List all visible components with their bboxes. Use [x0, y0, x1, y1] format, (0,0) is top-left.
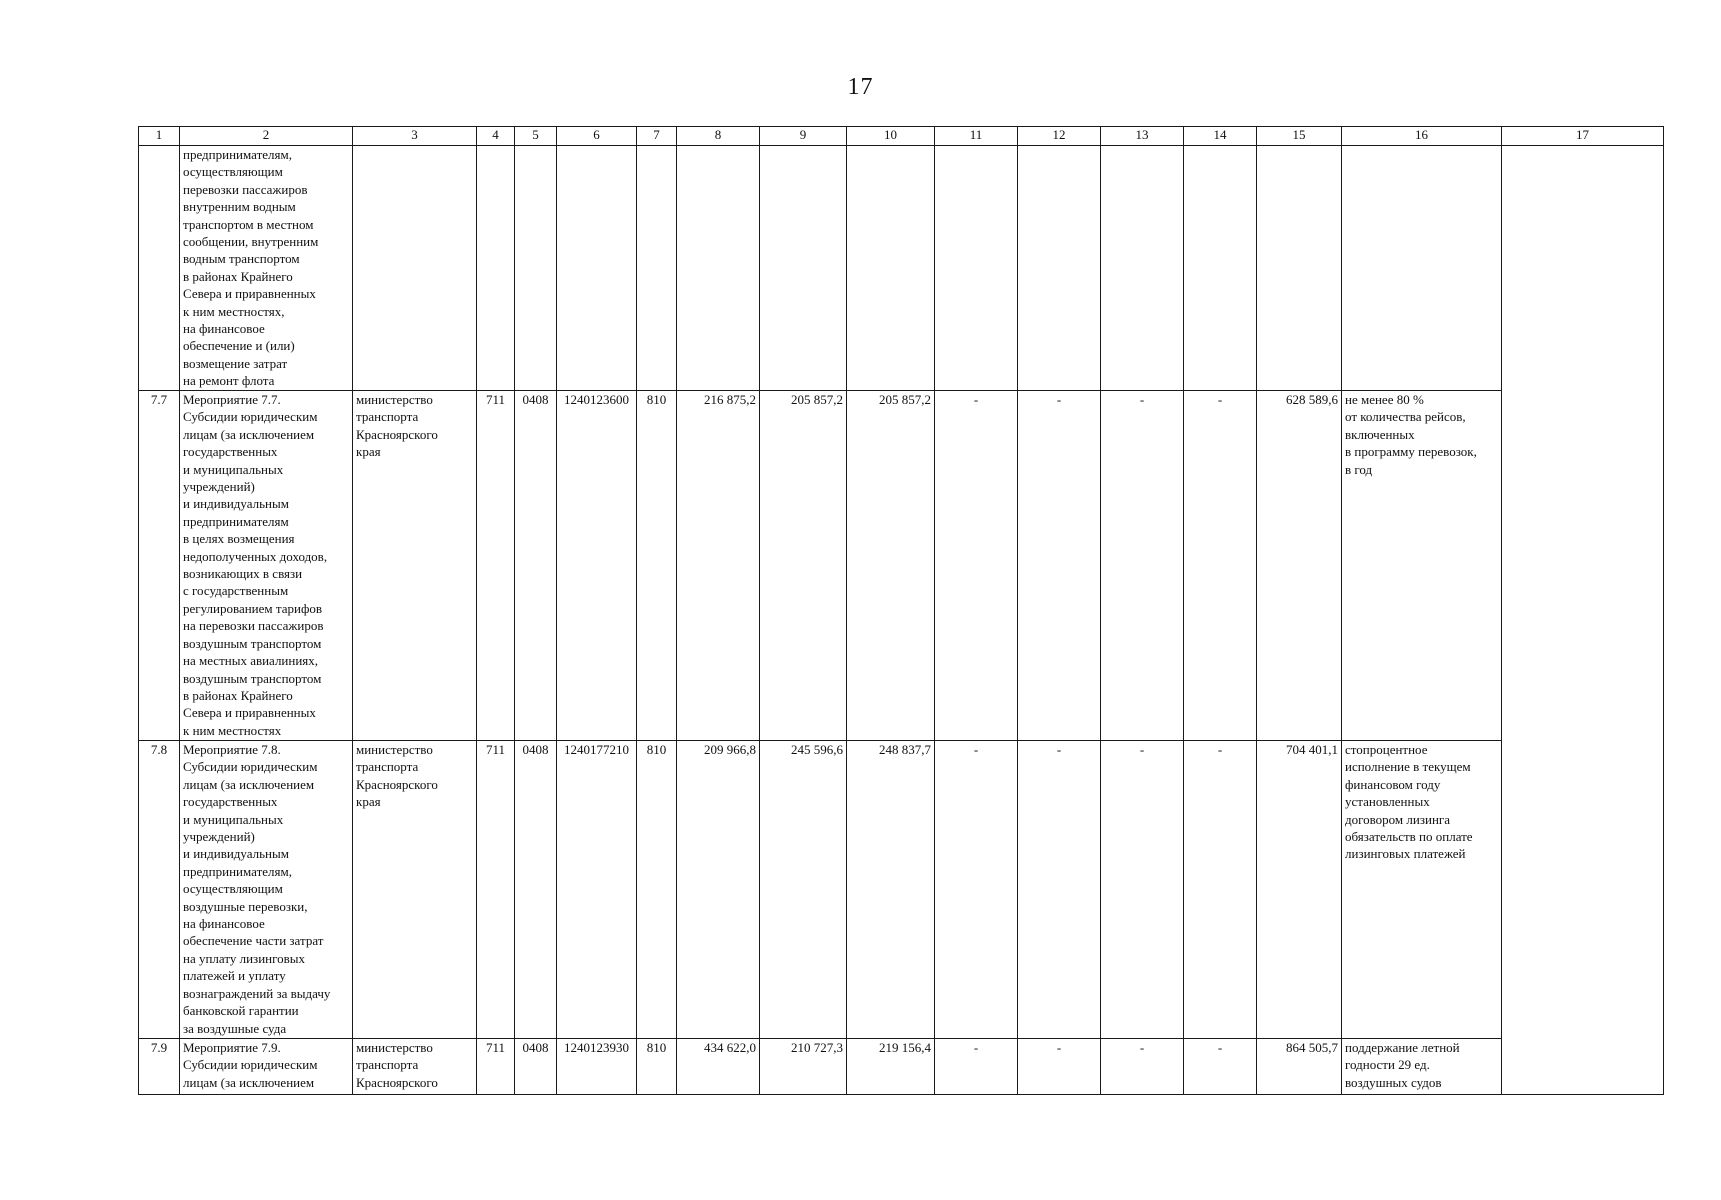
amount-total: 704 401,1	[1257, 741, 1342, 1039]
amount-col-8	[677, 146, 760, 391]
amount-col-12: -	[1018, 741, 1101, 1039]
grbs-code: 711	[477, 391, 515, 741]
amount-col-11: -	[935, 741, 1018, 1039]
amount-col-9: 245 596,6	[760, 741, 847, 1039]
amount-col-14: -	[1184, 1039, 1257, 1095]
activity-name: Мероприятие 7.9. Субсидии юридическим лицам (за исключением	[180, 1039, 353, 1095]
table-row-7-9	[139, 1039, 1664, 1095]
grbs-code: 711	[477, 1039, 515, 1095]
column-header-14: 14	[1184, 127, 1257, 146]
amount-col-10: 248 837,7	[847, 741, 935, 1039]
table-row-7-8	[139, 741, 1664, 1039]
amount-col-14: -	[1184, 391, 1257, 741]
column-header-3: 3	[353, 127, 477, 146]
target-article-code	[557, 146, 637, 391]
amount-col-8: 434 622,0	[677, 1039, 760, 1095]
row-number	[139, 146, 180, 391]
amount-col-10	[847, 146, 935, 391]
expected-result	[1342, 146, 1502, 391]
column-header-7: 7	[637, 127, 677, 146]
target-article-code: 1240177210	[557, 741, 637, 1039]
amount-col-14	[1184, 146, 1257, 391]
column-header-17: 17	[1502, 127, 1664, 146]
executor: министерство транспорта Красноярского края	[353, 391, 477, 741]
column-number-header-row	[139, 127, 1664, 146]
amount-col-11: -	[935, 1039, 1018, 1095]
column-header-12: 12	[1018, 127, 1101, 146]
column-17-cell	[1502, 146, 1664, 1095]
amount-col-11	[935, 146, 1018, 391]
grbs-code	[477, 146, 515, 391]
section-code: 0408	[515, 391, 557, 741]
program-activities-table	[138, 126, 1664, 1095]
column-header-6: 6	[557, 127, 637, 146]
amount-col-11: -	[935, 391, 1018, 741]
column-header-2: 2	[180, 127, 353, 146]
executor	[353, 146, 477, 391]
expense-type-code: 810	[637, 741, 677, 1039]
amount-col-13	[1101, 146, 1184, 391]
column-header-5: 5	[515, 127, 557, 146]
amount-col-14: -	[1184, 741, 1257, 1039]
column-header-16: 16	[1342, 127, 1502, 146]
column-header-11: 11	[935, 127, 1018, 146]
amount-col-13: -	[1101, 1039, 1184, 1095]
expense-type-code: 810	[637, 391, 677, 741]
amount-total: 628 589,6	[1257, 391, 1342, 741]
column-header-10: 10	[847, 127, 935, 146]
amount-col-13: -	[1101, 741, 1184, 1039]
executor: министерство транспорта Красноярского края	[353, 741, 477, 1039]
activity-name: предпринимателям, осуществляющим перевозки пассажиров внутренним водным транспортом в местном сообщении, внутренним водным транспортом в районах Крайнего Севера и приравненных к ним местностях, на финансовое обеспечение и (или) возмещение затрат на ремонт флота	[180, 146, 353, 391]
amount-total: 864 505,7	[1257, 1039, 1342, 1095]
expense-type-code	[637, 146, 677, 391]
activity-name: Мероприятие 7.8. Субсидии юридическим лицам (за исключением государственных и муниципальных учреждений) и индивидуальным предпринимателям, осуществляющим воздушные перевозки, на финансовое обеспечение части затрат на уплату лизинговых платежей и уплату вознаграждений за выдачу банковской гарантии за воздушные суда	[180, 741, 353, 1039]
amount-col-9	[760, 146, 847, 391]
table-row-continuation	[139, 146, 1664, 391]
amount-col-10: 205 857,2	[847, 391, 935, 741]
column-header-9: 9	[760, 127, 847, 146]
amount-col-12	[1018, 146, 1101, 391]
executor: министерство транспорта Красноярского	[353, 1039, 477, 1095]
expected-result: стопроцентное исполнение в текущем финансовом году установленных договором лизинга обязательств по оплате лизинговых платежей	[1342, 741, 1502, 1039]
expected-result: поддержание летной годности 29 ед. воздушных судов	[1342, 1039, 1502, 1095]
column-header-1: 1	[139, 127, 180, 146]
column-header-13: 13	[1101, 127, 1184, 146]
expected-result: не менее 80 % от количества рейсов, включенных в программу перевозок, в год	[1342, 391, 1502, 741]
section-code: 0408	[515, 741, 557, 1039]
amount-total	[1257, 146, 1342, 391]
amount-col-9: 205 857,2	[760, 391, 847, 741]
column-header-15: 15	[1257, 127, 1342, 146]
column-header-4: 4	[477, 127, 515, 146]
amount-col-12: -	[1018, 391, 1101, 741]
section-code: 0408	[515, 1039, 557, 1095]
target-article-code: 1240123930	[557, 1039, 637, 1095]
activity-name: Мероприятие 7.7. Субсидии юридическим лицам (за исключением государственных и муниципальных учреждений) и индивидуальным предпринимателям в целях возмещения недополученных доходов, возникающих в связи с государственным регулированием тарифов на перевозки пассажиров воздушным транспортом на местных авиалиниях, воздушным транспортом в районах Крайнего Севера и приравненных к ним местностях	[180, 391, 353, 741]
expense-type-code: 810	[637, 1039, 677, 1095]
amount-col-13: -	[1101, 391, 1184, 741]
target-article-code: 1240123600	[557, 391, 637, 741]
amount-col-10: 219 156,4	[847, 1039, 935, 1095]
grbs-code: 711	[477, 741, 515, 1039]
amount-col-12: -	[1018, 1039, 1101, 1095]
section-code	[515, 146, 557, 391]
row-number: 7.9	[139, 1039, 180, 1095]
column-header-8: 8	[677, 127, 760, 146]
amount-col-9: 210 727,3	[760, 1039, 847, 1095]
row-number: 7.7	[139, 391, 180, 741]
page-number: 17	[847, 74, 874, 100]
row-number: 7.8	[139, 741, 180, 1039]
table-row-7-7	[139, 391, 1664, 741]
amount-col-8: 216 875,2	[677, 391, 760, 741]
amount-col-8: 209 966,8	[677, 741, 760, 1039]
